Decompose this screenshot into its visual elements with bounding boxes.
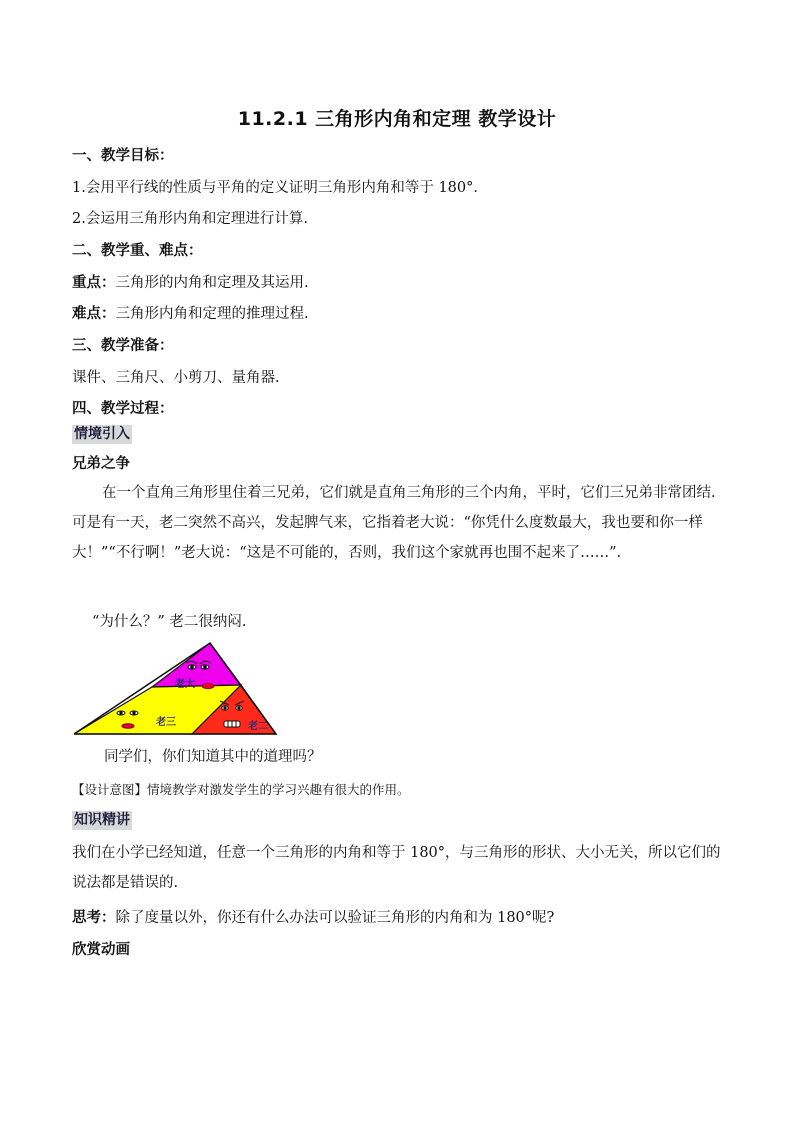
region-laoda	[152, 643, 241, 687]
think-text: 除了度量以外，你还有什么办法可以验证三角形的内角和为 180°呢?	[115, 910, 555, 926]
think-line	[72, 906, 554, 927]
page-title: 11.2.1 三角形内角和定理 教学设计	[237, 108, 557, 130]
label-laoda: 老大	[175, 679, 195, 690]
knowledge-paragraph: 我们在小学已经知道，任意一个三角形的内角和等于 180°，与三角形的形状、大小无关，所以它们的说法都是错误的.	[72, 845, 721, 891]
section-heading-goals: 一、教学目标：	[72, 148, 174, 164]
label-laoer: 老二	[248, 721, 268, 732]
goal-item-1: 1.会用平行线的性质与平角的定义证明三角形内角和等于 180°．	[72, 180, 488, 196]
materials-list: 课件、三角尺、小剪刀、量角器.	[72, 370, 280, 386]
think-label: 思考：	[72, 910, 116, 926]
key-point	[72, 271, 309, 292]
animation-heading: 欣赏动画	[72, 942, 130, 958]
question-line: 同学们，你们知道其中的道理吗？	[104, 749, 322, 765]
key-point-text: 三角形的内角和定理及其运用.	[115, 275, 309, 291]
story-title: 兄弟之争	[72, 456, 130, 472]
label-laosan: 老三	[156, 717, 176, 728]
section-heading-key-points: 二、教学重、难点：	[72, 243, 203, 259]
difficult-point-label: 难点：	[72, 306, 116, 322]
section-heading-process: 四、教学过程：	[72, 401, 174, 417]
why-line: “为什么？” 老二很纳闷.	[92, 614, 247, 630]
goal-item-2: 2.会运用三角形内角和定理进行计算.	[72, 211, 308, 227]
difficult-point-text: 三角形内角和定理的推理过程.	[115, 306, 309, 322]
key-point-label: 重点：	[72, 275, 116, 291]
triangle-brothers-figure	[74, 641, 280, 735]
story-paragraph: 在一个直角三角形里住着三兄弟，它们就是直角三角形的三个内角，平时，它们三兄弟非常团结. 可是有一天，老二突然不高兴，发起脾气来，它指着老大说：“你凭什么度数最大，我也要和你一样大！”“不行啊！”老大说：“这是不可能的，否则，我们这个家就再也围不起来了……”.	[72, 485, 716, 561]
design-intent-note: 【设计意图】情境教学对激发学生的学习兴趣有很大的作用。	[72, 782, 410, 797]
difficult-point	[72, 302, 309, 323]
tag-knowledge: 知识精讲	[74, 812, 130, 828]
tag-scenario-intro: 情境引入	[74, 426, 130, 442]
section-heading-preparation: 三、教学准备：	[72, 338, 174, 354]
